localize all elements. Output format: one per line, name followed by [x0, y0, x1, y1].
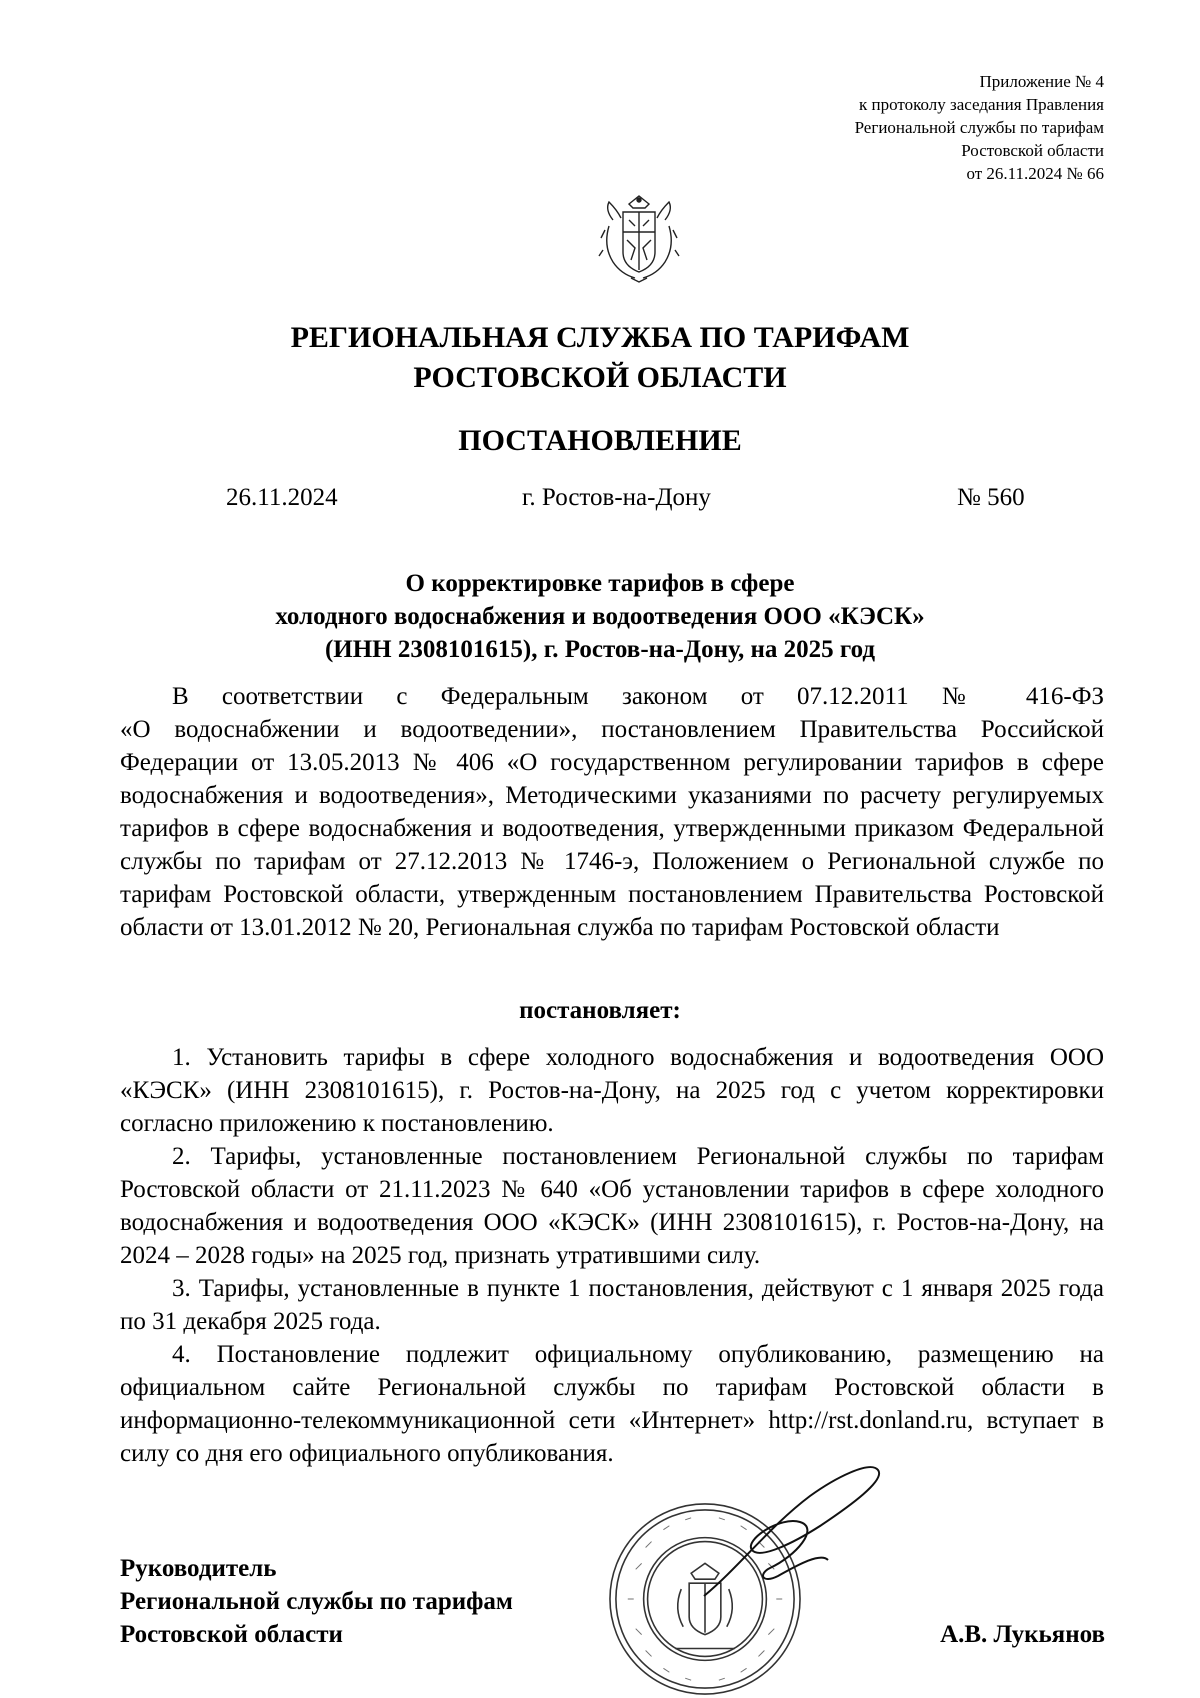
appendix-note: [744, 70, 1104, 185]
document-type: ПОСТАНОВЛЕНИЕ: [458, 424, 742, 457]
appendix-line: от 26.11.2024 № 66: [966, 164, 1104, 183]
clauses-list: [120, 1041, 1104, 1470]
signature-title-line: Региональной службы по тарифам: [120, 1588, 513, 1615]
document-number: № 560: [957, 484, 1025, 511]
intro-paragraph: [120, 680, 1104, 944]
signature-block: [120, 1552, 513, 1651]
subject-line: холодного водоснабжения и водоотведения ООО «КЭСК»: [275, 603, 925, 630]
document-subject: [0, 567, 1200, 666]
signer-name: А.В. Лукьянов: [940, 1621, 1105, 1648]
handwritten-signature-icon: [700, 1456, 890, 1606]
subject-line: О корректировке тарифов в сфере: [405, 570, 795, 597]
signature-title-line: Ростовской области: [120, 1621, 343, 1648]
document-city: г. Ростов-на-Дону: [522, 484, 711, 511]
appendix-line: Приложение № 4: [979, 72, 1104, 91]
appendix-line: Ростовской области: [961, 141, 1104, 160]
organization-line: РОСТОВСКОЙ ОБЛАСТИ: [413, 361, 787, 394]
organization-line: РЕГИОНАЛЬНАЯ СЛУЖБА ПО ТАРИФАМ: [290, 321, 910, 354]
resolves-heading: постановляет:: [519, 997, 681, 1024]
clause-item: 4. Постановление подлежит официальному опубликованию, размещению на официальном сайте Региональной службы по тарифам Ростовской области в информационно-телекоммуникационной сети «Интернет» http://rst.donland.ru, вступает в силу со дня его официального опубликования.: [120, 1341, 1104, 1467]
appendix-line: Региональной службы по тарифам: [854, 118, 1104, 137]
organization-title: [0, 318, 1200, 398]
intro-first-line: В соответствии с Федеральным законом от 07.12.2011 № 416-ФЗ: [172, 683, 1104, 710]
clause-item: 2. Тарифы, установленные постановлением Региональной службы по тарифам Ростовской области от 21.11.2023 № 640 «Об установлении тарифов в сфере холодного водоснабжения и водоотведения ООО «КЭСК» (ИНН 2308101615), г. Ростов-на-Дону, на 2024 – 2028 годы» на 2025 год, признать утратившими силу.: [120, 1143, 1104, 1269]
appendix-line: к протоколу заседания Правления: [859, 95, 1104, 114]
clause-item: 1. Установить тарифы в сфере холодного водоснабжения и водоотведения ООО «КЭСК» (ИНН 2308101615), г. Ростов-на-Дону, на 2025 год с учетом корректировки согласно приложению к постановлению.: [120, 1044, 1104, 1137]
subject-line: (ИНН 2308101615), г. Ростов-на-Дону, на 2025 год: [324, 636, 876, 663]
signature-title-line: Руководитель: [120, 1555, 277, 1582]
document-date: 26.11.2024: [226, 484, 338, 511]
clause-item: 3. Тарифы, установленные в пункте 1 постановления, действуют с 1 января 2025 года по 31 декабря 2025 года.: [120, 1275, 1104, 1335]
intro-text: «О водоснабжении и водоотведении», постановлением Правительства Российской Федерации от 13.05.2013 № 406 «О государственном регулировании тарифов в сфере водоснабжения и водоотведения», Методическими указаниями по расчету регулируемых тарифов в сфере водоснабжения и водоотведения, утвержденными приказом Федеральной службы по тарифам от 27.12.2013 № 1746-э, Положением о Региональной службе по тарифам Ростовской области, утвержденным постановлением Правительства Ростовской области от 13.01.2012 № 20, Региональная служба по тарифам Ростовской области: [120, 716, 1104, 941]
coat-of-arms-icon: [591, 190, 687, 286]
